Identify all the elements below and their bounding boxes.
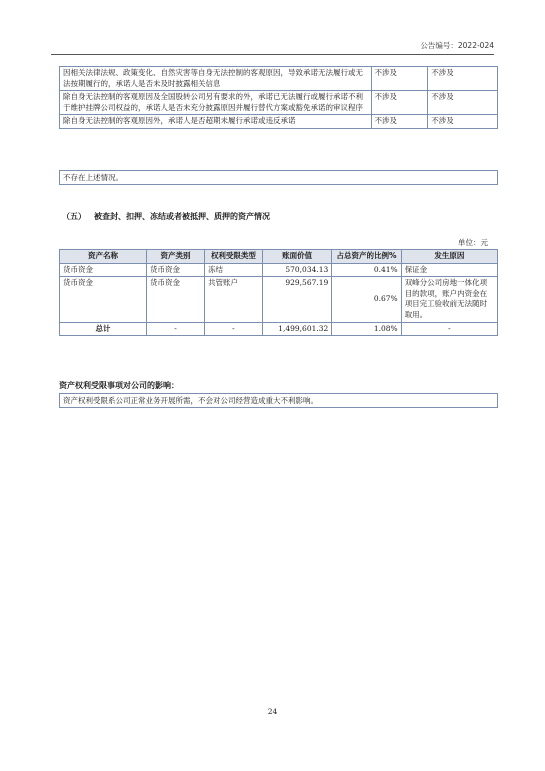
col-header-category: 资产类别 [146,250,204,264]
ratio-cell: 0.67% [332,277,401,322]
restriction-cell: 共管账户 [204,277,262,322]
page-number: 24 [267,707,278,716]
col-header-reason: 发生原因 [401,250,497,264]
announcement-code: 公告编号：2022-024 [420,41,494,50]
table-row [60,263,498,277]
restricted-assets-table [59,249,498,336]
section-title: 被查封、扣押、冻结或者被抵押、质押的资产情况 [94,212,270,221]
col-header-ratio: 占总资产的比例% [332,250,401,264]
commitment-text: 除自身无法控制的客观原因外，承诺人是否超期未履行承诺或违反承诺 [60,115,372,129]
table-row [60,115,498,129]
book-value-cell: 570,034.13 [262,263,331,277]
total-row [60,322,498,336]
restriction-cell: 冻结 [204,263,262,277]
table-header-row [60,250,498,264]
commitment-status: 不涉及 [371,67,428,91]
commitment-status: 不涉及 [371,115,428,129]
total-label: 总计 [60,322,147,336]
table-row [60,91,498,115]
table-row [60,67,498,91]
col-header-book-value: 账面价值 [262,250,331,264]
asset-name-cell: 货币资金 [60,277,147,322]
category-cell: 货币资金 [146,277,204,322]
commitment-status: 不涉及 [428,115,498,129]
commitment-status: 不涉及 [371,91,428,115]
commitment-text: 因相关法律法规、政策变化、自然灾害等自身无法控制的客观原因，导致承诺无法履行或无法按期履行的，承诺人是否未及时披露相关信息 [60,67,372,91]
impact-label: 资产权利受限事项对公司的影响： [59,381,179,390]
category-cell: 货币资金 [146,263,204,277]
table-row [60,277,498,322]
section-number: （五） [62,212,86,221]
total-book-value: 1,499,601.32 [262,322,331,336]
ratio-cell: 0.41% [332,263,401,277]
header-divider [51,54,494,55]
reason-cell: 保证金 [401,263,497,277]
reason-cell: 双峰分公司房地一体化项目的款项，账户内资金在项目完工验收前无法随时取用。 [401,277,497,322]
section-heading [62,211,270,222]
category-cell: - [146,322,204,336]
restriction-cell: - [204,322,262,336]
commitment-status: 不涉及 [428,91,498,115]
commitment-table [59,66,498,129]
total-ratio: 1.08% [332,322,401,336]
reason-cell: - [401,322,497,336]
commitment-text: 除自身无法控制的客观原因及全国股转公司另有要求的外，承诺已无法履行或履行承诺不利于维护挂牌公司权益的，承诺人是否未充分披露原因并履行替代方案或豁免承诺的审议程序 [60,91,372,115]
col-header-restriction-type: 权利受限类型 [204,250,262,264]
commitment-status: 不涉及 [428,67,498,91]
no-such-situation-box: 不存在上述情况。 [59,170,498,185]
col-header-asset-name: 资产名称 [60,250,147,264]
asset-name-cell: 货币资金 [60,263,147,277]
unit-label: 单位：元 [458,238,488,247]
book-value-cell: 929,567.19 [262,277,331,322]
impact-box: 资产权利受限系公司正常业务开展所需，不会对公司经营造成重大不利影响。 [59,393,498,408]
